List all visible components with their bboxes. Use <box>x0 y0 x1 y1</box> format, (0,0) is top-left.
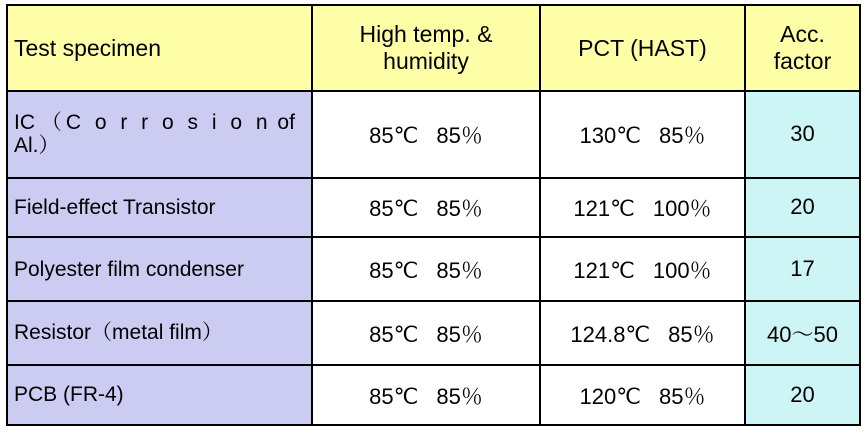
column-header-high-temp-humidity: High temp. & humidity <box>312 5 540 91</box>
cell-pct-hast <box>540 365 745 425</box>
humidity-temperature-value: 85℃ <box>369 321 419 347</box>
cell-pct-hast <box>540 91 745 178</box>
table-header-row <box>7 5 860 91</box>
pct-rh-value: 100％ <box>652 195 712 221</box>
cell-high-temp-humidity <box>312 301 540 365</box>
humidity-rh-value: 85％ <box>436 257 483 283</box>
pct-temperature-value: 124.8℃ <box>570 321 651 347</box>
cell-test-specimen: Resistor（metal film） <box>7 301 312 365</box>
cell-acc-factor: 20 <box>745 178 860 238</box>
acceleration-factor-table <box>6 4 861 426</box>
table-row <box>7 91 860 178</box>
cell-acc-factor: 40〜50 <box>745 301 860 365</box>
cell-acc-factor: 30 <box>745 91 860 178</box>
cell-test-specimen: Field-effect Transistor <box>7 178 312 238</box>
pct-temperature-value: 121℃ <box>573 195 635 221</box>
cell-high-temp-humidity <box>312 91 540 178</box>
pct-temperature-value: 120℃ <box>579 383 641 409</box>
cell-high-temp-humidity <box>312 237 540 301</box>
table-header <box>7 5 860 91</box>
pct-rh-value: 100％ <box>652 257 712 283</box>
humidity-rh-value: 85％ <box>436 122 483 148</box>
humidity-rh-value: 85％ <box>436 383 483 409</box>
humidity-rh-value: 85％ <box>436 321 483 347</box>
cell-high-temp-humidity <box>312 178 540 238</box>
column-header-acc-factor: Acc. factor <box>745 5 860 91</box>
cell-high-temp-humidity <box>312 365 540 425</box>
specimen-name-prefix: IC <box>14 110 35 134</box>
cell-acc-factor: 17 <box>745 237 860 301</box>
cell-acc-factor: 20 <box>745 365 860 425</box>
humidity-temperature-value: 85℃ <box>369 257 419 283</box>
column-header-test-specimen: Test specimen <box>7 5 312 91</box>
pct-temperature-value: 121℃ <box>573 257 635 283</box>
table-row <box>7 237 860 301</box>
humidity-temperature-value: 85℃ <box>369 383 419 409</box>
pct-rh-value: 85％ <box>668 321 715 347</box>
cell-pct-hast <box>540 237 745 301</box>
cell-test-specimen <box>7 91 312 178</box>
pct-rh-value: 85％ <box>658 383 706 409</box>
pct-rh-value: 85％ <box>658 122 706 148</box>
humidity-temperature-value: 85℃ <box>369 122 419 148</box>
specimen-name-suffix: of Al.） <box>14 110 295 158</box>
humidity-rh-value: 85％ <box>436 195 483 221</box>
cell-pct-hast <box>540 301 745 365</box>
column-header-pct-hast: PCT (HAST) <box>540 5 745 91</box>
table-row <box>7 178 860 238</box>
specimen-name-spaced: （C o r r o s i o n <box>40 110 272 134</box>
cell-pct-hast <box>540 178 745 238</box>
table-row <box>7 301 860 365</box>
table-body <box>7 91 860 425</box>
humidity-temperature-value: 85℃ <box>369 195 419 221</box>
table-row <box>7 365 860 425</box>
cell-test-specimen: PCB (FR-4) <box>7 365 312 425</box>
pct-temperature-value: 130℃ <box>579 122 641 148</box>
cell-test-specimen: Polyester film condenser <box>7 237 312 301</box>
